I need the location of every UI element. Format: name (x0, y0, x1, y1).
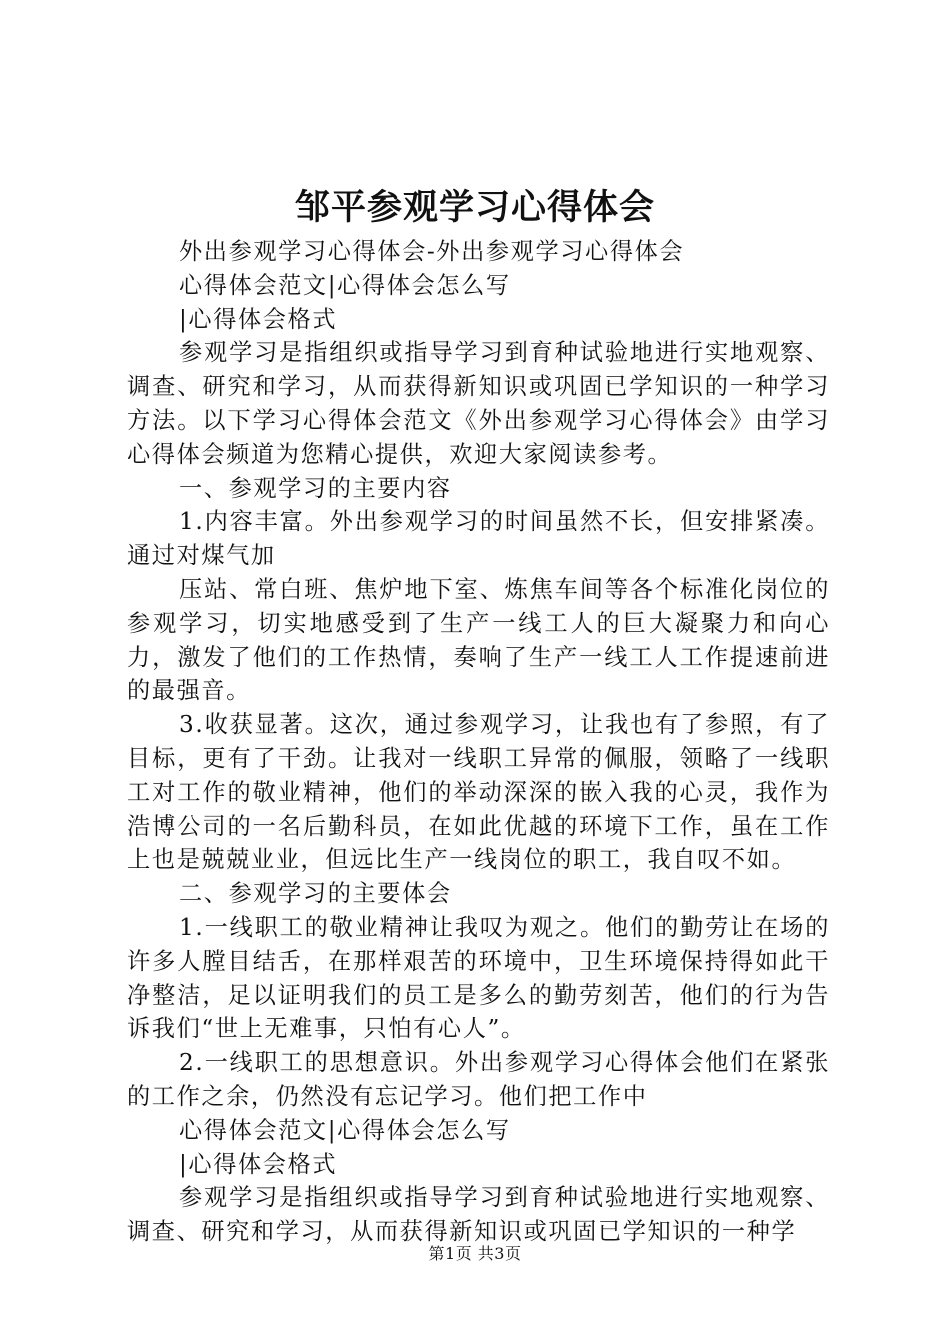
paragraph-harvest: 3.收获显著。这次，通过参观学习，让我也有了参照，有了目标，更有了干劲。让我对一线职工异常的佩服，领略了一线职工对工作的敬业精神，他们的举动深深的嵌入我的心灵，我作为浩博公司的一名后勤科员，在如此优越的环境下工作，虽在工作上也是兢兢业业，但远比生产一线岗位的职工，我自叹不如。 (127, 711, 830, 874)
paragraph-category-format: |心得体会格式 (179, 305, 338, 333)
paragraph-category-links: 心得体会范文|心得体会怎么写 (179, 271, 511, 299)
paragraph-subtitle: 外出参观学习心得体会-外出参观学习心得体会 (179, 238, 685, 265)
paragraph-content-stations: 压站、常白班、焦炉地下室、炼焦车间等各个标准化岗位的参观学习，切实地感受到了生产一线工人的巨大凝聚力和向心力，激发了他们的工作热情，奏响了生产一线工人工作提速前进的最强音。 (127, 575, 830, 705)
document-title: 邹平参观学习心得体会 (294, 187, 655, 228)
paragraph-content-rich: 1.内容丰富。外出参观学习的时间虽然不长，但安排紧凑。通过对煤气加 (127, 508, 830, 570)
document-body (127, 235, 830, 1249)
page-number-footer: 第1页 共3页 (428, 1244, 522, 1263)
section-heading-experience: 二、参观学习的主要体会 (179, 880, 452, 908)
paragraph-category-format-repeat: |心得体会格式 (179, 1150, 338, 1178)
paragraph-category-links-repeat: 心得体会范文|心得体会怎么写 (179, 1116, 511, 1144)
paragraph-mindset: 2.一线职工的思想意识。外出参观学习心得体会他们在紧张的工作之余，仍然没有忘记学习。他们把工作中 (127, 1049, 830, 1110)
paragraph-intro-repeat: 参观学习是指组织或指导学习到育种试验地进行实地观察、调查、研究和学习，从而获得新知识或巩固已学知识的一种学 (127, 1184, 830, 1246)
section-heading-content: 一、参观学习的主要内容 (179, 474, 452, 502)
paragraph-dedication: 1.一线职工的敬业精神让我叹为观之。他们的勤劳让在场的许多人膛目结舌，在那样艰苦的环境中，卫生环境保持得如此干净整洁，足以证明我们的员工是多么的勤劳刻苦，他们的行为告诉我们“世上无难事，只怕有心人”。 (127, 913, 830, 1043)
paragraph-intro: 参观学习是指组织或指导学习到育种试验地进行实地观察、调查、研究和学习，从而获得新知识或巩固已学知识的一种学习方法。以下学习心得体会范文《外出参观学习心得体会》由学习心得体会频道为您精心提供，欢迎大家阅读参考。 (127, 339, 830, 468)
